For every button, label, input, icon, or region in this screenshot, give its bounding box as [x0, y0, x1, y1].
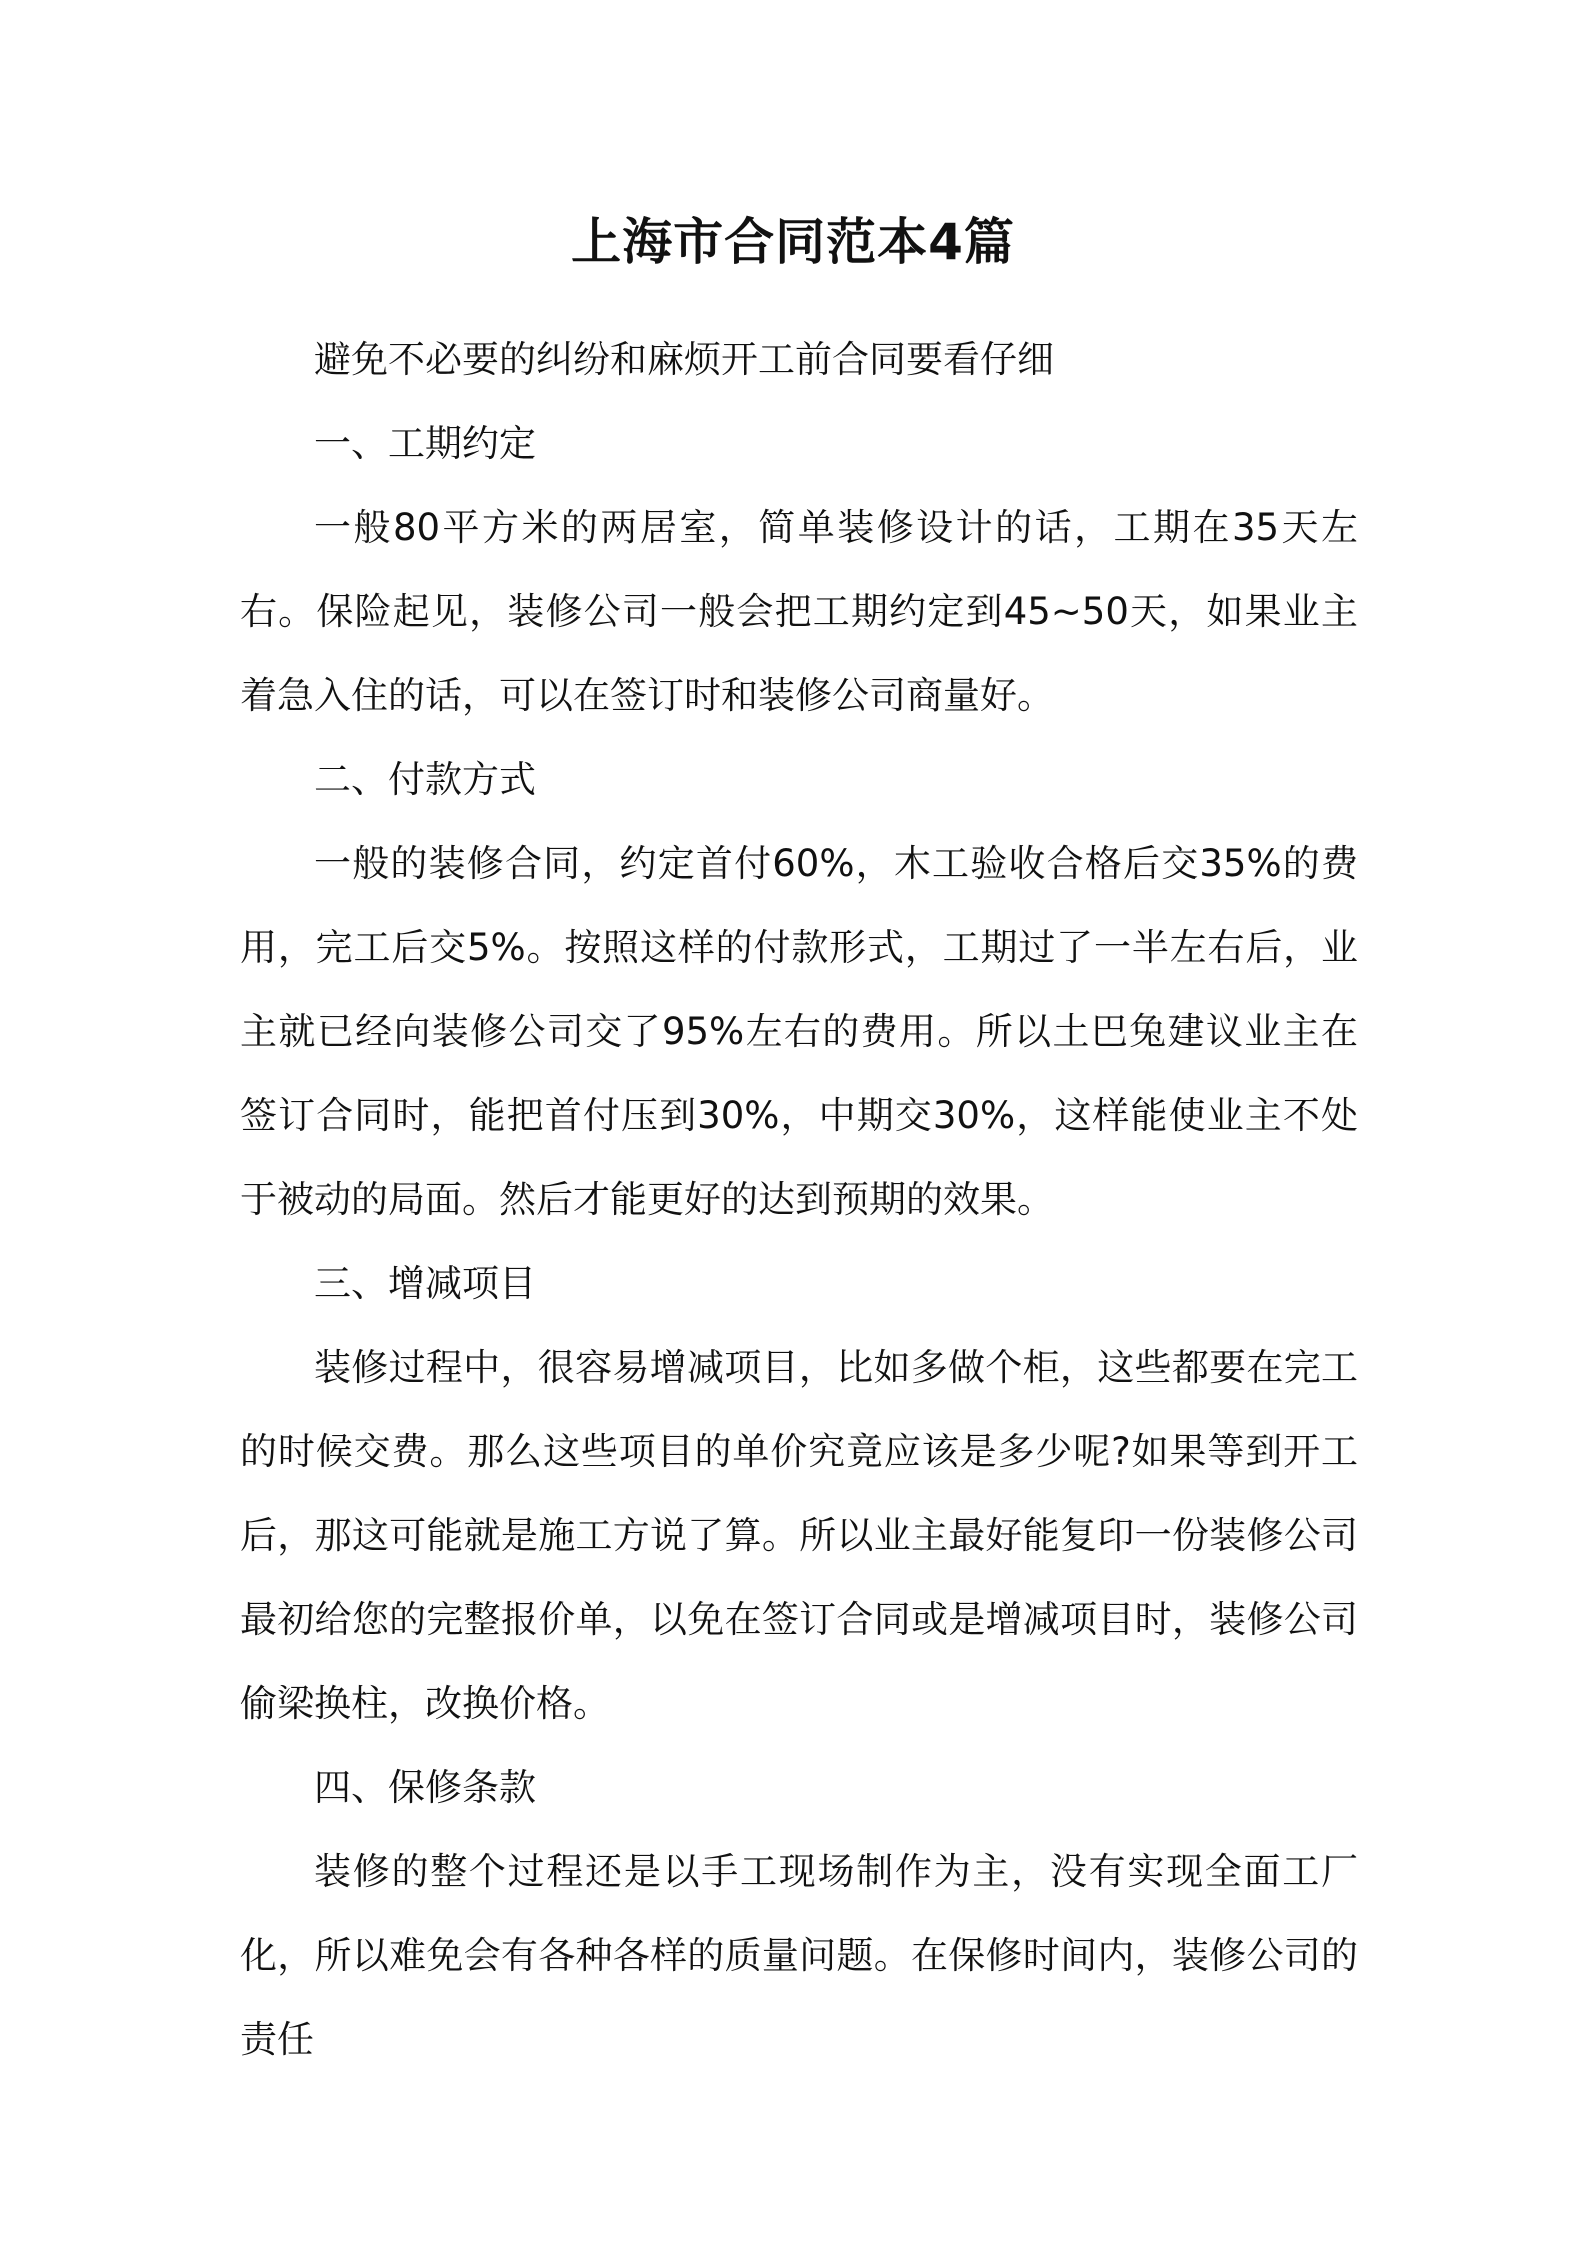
section-heading-changes: 三、增减项目 [314, 1262, 536, 1305]
schedule-paragraph: 一般80平方米的两居室，简单装修设计的话，工期在35天左右。保险起见，装修公司一般会把工期约定到45~50天，如果业主着急入住的话，可以在签订时和装修公司商量好。 [240, 506, 1358, 717]
section-heading-payment: 二、付款方式 [314, 758, 536, 801]
warranty-paragraph: 装修的整个过程还是以手工现场制作为主，没有实现全面工厂化，所以难免会有各种各样的质量问题。在保修时间内，装修公司的责任 [240, 1850, 1358, 2061]
changes-paragraph: 装修过程中，很容易增减项目，比如多做个柜，这些都要在完工的时候交费。那么这些项目的单价究竟应该是多少呢?如果等到开工后，那这可能就是施工方说了算。所以业主最好能复印一份装修公司最初给您的完整报价单，以免在签订合同或是增减项目时，装修公司偷梁换柱，改换价格。 [240, 1346, 1358, 1725]
document-title: 上海市合同范本4篇 [571, 213, 1015, 271]
document-body [240, 318, 1358, 2082]
section-heading-schedule: 一、工期约定 [314, 422, 536, 465]
payment-paragraph: 一般的装修合同，约定首付60%，木工验收合格后交35%的费用，完工后交5%。按照这样的付款形式，工期过了一半左右后，业主就已经向装修公司交了95%左右的费用。所以土巴兔建议业主在签订合同时，能把首付压到30%，中期交30%，这样能使业主不处于被动的局面。然后才能更好的达到预期的效果。 [240, 842, 1358, 1221]
section-heading-warranty: 四、保修条款 [314, 1766, 536, 1809]
intro-paragraph: 避免不必要的纠纷和麻烦开工前合同要看仔细 [314, 338, 1054, 381]
